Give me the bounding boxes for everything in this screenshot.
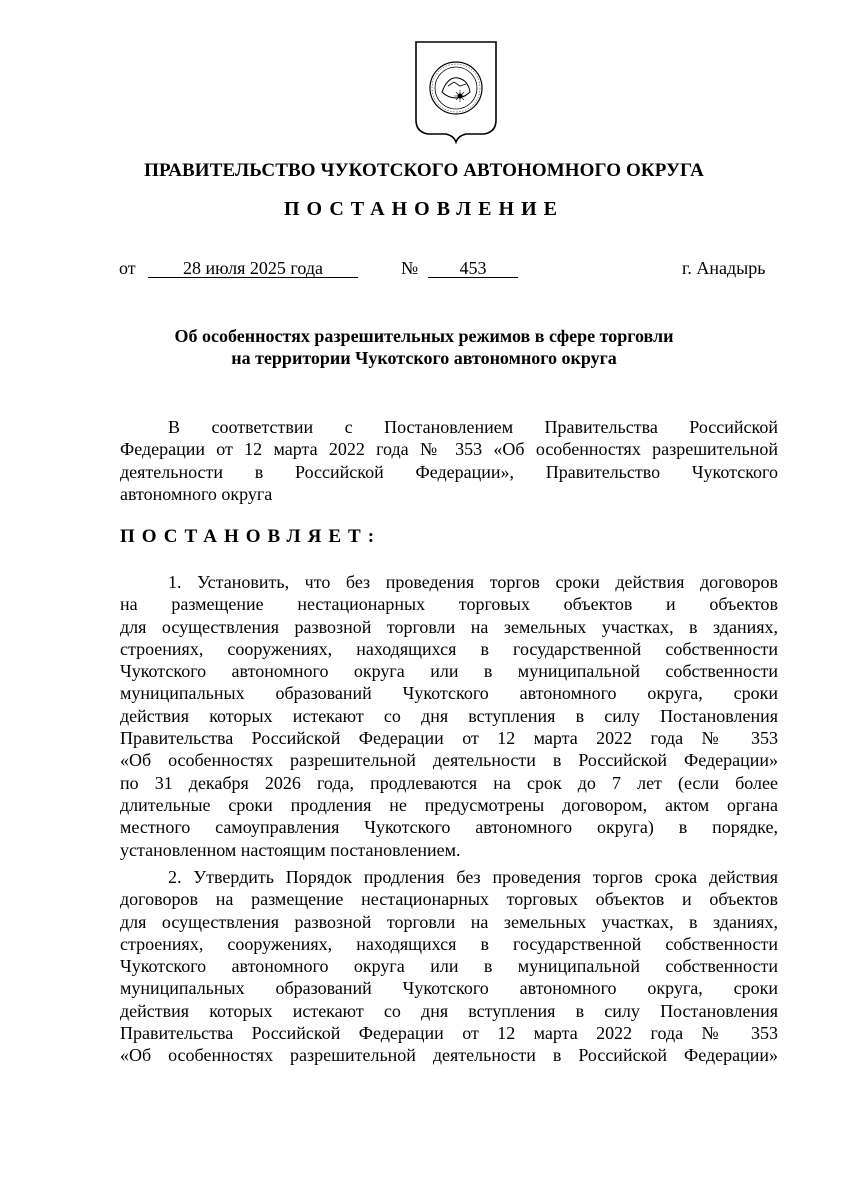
item-line: «Об особенностях разрешительной деятельности в Российской Федерации»	[120, 750, 778, 771]
document-place: г. Анадырь	[682, 258, 766, 278]
date-prefix: от	[119, 258, 136, 278]
preamble-line: автономного округа	[120, 483, 273, 504]
item-line: договоров на размещение нестационарных торговых объектов и объектов	[120, 889, 778, 910]
preamble-line: деятельности в Российской Федерации», Правительство Чукотского	[120, 461, 778, 482]
item-line: действия которых истекают со дня вступления в силу Постановления	[120, 1000, 778, 1021]
item-line: Чукотского автономного округа или в муниципальной собственности	[120, 661, 778, 682]
preamble-line: В соответствии с Постановлением Правительства Российской	[168, 417, 778, 437]
document-type: ПОСТАНОВЛЕНИЕ	[284, 198, 564, 220]
preamble-line: Федерации от 12 марта 2022 года № 353 «Об особенностях разрешительной	[120, 439, 778, 460]
document-number: 453	[459, 258, 487, 278]
item-line: муниципальных образований Чукотского автономного округа, сроки	[120, 978, 778, 999]
item-line: строениях, сооружениях, находящихся в государственной собственности	[120, 638, 778, 659]
item-line: для осуществления развозной торговли на земельных участках, в зданиях,	[120, 616, 778, 637]
item-2	[120, 866, 778, 1067]
document-title	[0, 325, 848, 369]
document-date: 28 июля 2025 года	[183, 258, 323, 278]
item-line: 1. Установить, что без проведения торгов сроки действия договоров	[168, 572, 778, 592]
item-line: установленном настоящим постановлением.	[120, 839, 461, 860]
organization-name: ПРАВИТЕЛЬСТВО ЧУКОТСКОГО АВТОНОМНОГО ОКРУГА	[144, 160, 704, 181]
item-line: действия которых истекают со дня вступления в силу Постановления	[120, 705, 778, 726]
item-line: Чукотского автономного округа или в муниципальной собственности	[120, 956, 778, 977]
preamble	[120, 416, 778, 505]
item-line: строениях, сооружениях, находящихся в государственной собственности	[120, 933, 778, 954]
item-line: Правительства Российской Федерации от 12 марта 2022 года № 353	[120, 1023, 778, 1044]
item-line: на размещение нестационарных торговых объектов и объектов	[120, 594, 778, 615]
item-line: Правительства Российской Федерации от 12 марта 2022 года № 353	[120, 728, 778, 749]
item-line: для осуществления развозной торговли на земельных участках, в зданиях,	[120, 911, 778, 932]
item-line: 2. Утвердить Порядок продления без проведения торгов срока действия	[168, 867, 778, 887]
title-line: на территории Чукотского автономного округа	[231, 348, 617, 368]
item-line: «Об особенностях разрешительной деятельности в Российской Федерации»	[120, 1045, 778, 1066]
item-1	[120, 571, 778, 861]
item-line: по 31 декабря 2026 года, продлеваются на срок до 7 лет (если более	[120, 772, 778, 793]
number-prefix: №	[401, 258, 419, 278]
item-line: длительные сроки продления не предусмотрены договором, актом органа	[120, 794, 778, 815]
item-line: местного самоуправления Чукотского автономного округа) в порядке,	[120, 817, 778, 838]
item-line: муниципальных образований Чукотского автономного округа, сроки	[120, 683, 778, 704]
title-line: Об особенностях разрешительных режимов в сфере торговли	[174, 326, 674, 346]
coat-of-arms-emblem	[414, 40, 498, 144]
decree-word: ПОСТАНОВЛЯЕТ:	[120, 526, 382, 547]
